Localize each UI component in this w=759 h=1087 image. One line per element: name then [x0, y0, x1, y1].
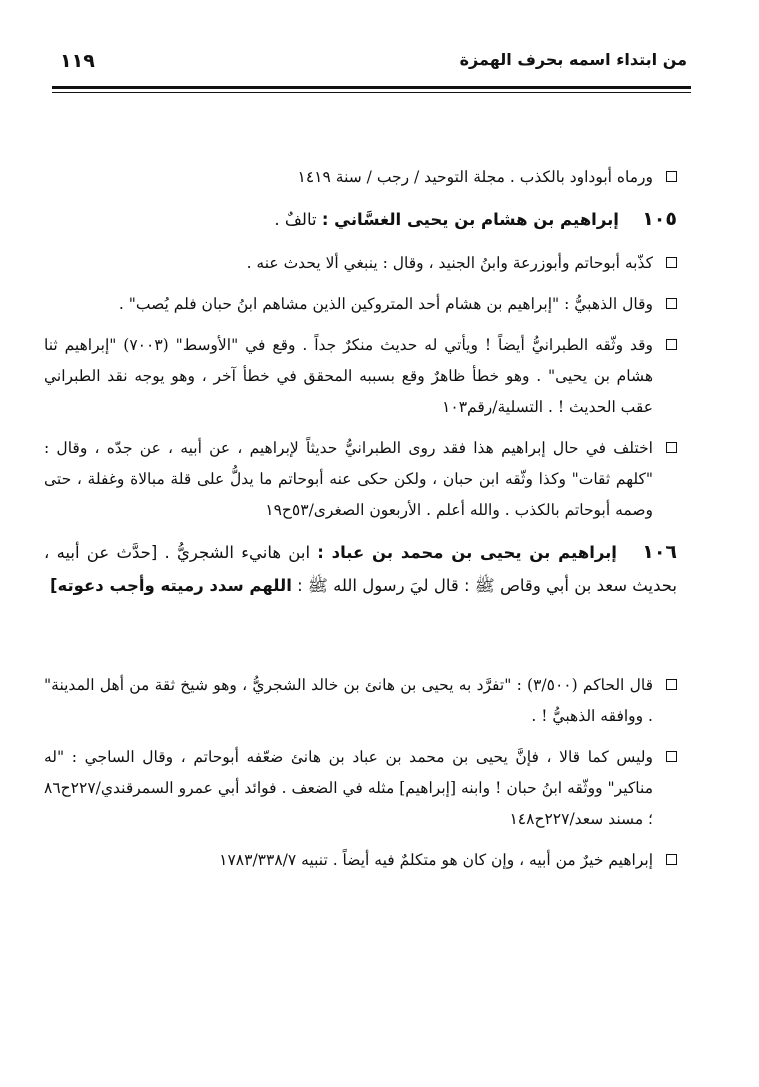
paragraph-text: اختلف في حال إبراهيم هذا فقد روى الطبرانيُّ حديثاً لإبراهيم ، عن أبيه ، عن جدّه ، وقال : "كلهم ثقات" وكذا وثّقه ابن حبان ، ولكن حكى عنه أبوحاتم ما يدلُّ على قلة مبالاة وغفلة ، حتى وصمه أبوحاتم بالكذب . والله أعلم . الأربعون الصغرى/٥٣ح١٩	[44, 439, 653, 519]
checkbox-bullet-icon	[666, 171, 677, 182]
checkbox-bullet-icon	[666, 854, 677, 865]
paragraph-text: إبراهيم خيرٌ من أبيه ، وإن كان هو متكلمٌ فيه أيضاً . تنبيه ١٧٨٣/٣٣٨/٧	[219, 851, 653, 869]
spacer	[44, 614, 677, 670]
entry-hadith: اللهم سدد رميته وأجب دعوته]	[49, 576, 292, 595]
bullet-paragraph	[44, 330, 677, 423]
paragraph-text: ورماه أبوداود بالكذب . مجلة التوحيد / رجب / سنة ١٤١٩	[297, 168, 653, 186]
checkbox-bullet-icon	[666, 298, 677, 309]
bullet-paragraph	[44, 670, 677, 732]
entry-number: ١٠٦	[642, 541, 678, 563]
entry-name: إبراهيم بن يحيى بن محمد بن عباد :	[317, 543, 617, 562]
bullet-paragraph	[44, 162, 677, 193]
entry-106	[44, 536, 677, 602]
bullet-paragraph	[44, 742, 677, 835]
checkbox-bullet-icon	[666, 679, 677, 690]
paragraph-text: وقال الذهبيُّ : "إبراهيم بن هشام أحد المتروكين الذين مشاهم ابنُ حبان فلم يُصب" .	[118, 295, 653, 313]
paragraph-text: كذّبه أبوحاتم وأبوزرعة وابنُ الجنيد ، وقال : ينبغي ألا يحدث عنه .	[246, 254, 653, 272]
bullet-paragraph	[44, 433, 677, 526]
paragraph-text: وقد وثّقه الطبرانيُّ أيضاً ! ويأتي له حديث منكرٌ جداً . وقع في "الأوسط" (٧٠٠٣) "إبراهيم ثنا هشام بن يحيى" . وهو خطأ ظاهرٌ وقع بسببه المحقق في خطأ آخر ، وهو يوجه نقد الطبراني عقب الحديث ! . التسلية/رقم١٠٣	[44, 336, 653, 416]
page-body	[44, 162, 677, 886]
bullet-paragraph	[44, 248, 677, 279]
header-rule-thick	[52, 86, 691, 89]
bullet-paragraph	[44, 845, 677, 876]
checkbox-bullet-icon	[666, 442, 677, 453]
checkbox-bullet-icon	[666, 257, 677, 268]
page-number: ١١٩	[60, 50, 95, 72]
paragraph-text: قال الحاكم (٣/٥٠٠) : "تفرَّد به يحيى بن هانئ بن خالد الشجريُّ ، وهو شيخ ثقة من أهل المدينة" . ووافقه الذهبيُّ ! .	[44, 676, 653, 725]
entry-description: ابن هانيء الشجريُّ . [حدَّث عن أبيه ، بحديث سعد بن أبي وقاص ﷺ : قال ليَ رسول الله ﷺ :	[44, 543, 677, 595]
paragraph-text: وليس كما قالا ، فإنَّ يحيى بن محمد بن عباد بن هانئ ضعّفه أبوحاتم ، وقال الساجي : "له مناكير" ووثّقه ابنُ حبان ! وابنه [إبراهيم] مثله في الضعف . فوائد أبي عمرو السمرقندي/٢٢٧ح٨٦ ؛ مسند سعد/٢٢٧ح١٤٨	[44, 748, 653, 828]
entry-description: تالفٌ .	[274, 210, 317, 229]
running-title: من ابتداء اسمه بحرف الهمزة	[459, 50, 687, 69]
entry-105	[44, 203, 677, 236]
bullet-paragraph	[44, 289, 677, 320]
header-rule-thin	[52, 92, 691, 93]
page-header	[52, 42, 691, 84]
entry-number: ١٠٥	[642, 208, 677, 230]
checkbox-bullet-icon	[666, 751, 677, 762]
checkbox-bullet-icon	[666, 339, 677, 350]
entry-name: إبراهيم بن هشام بن يحيى الغسَّاني :	[321, 210, 619, 229]
